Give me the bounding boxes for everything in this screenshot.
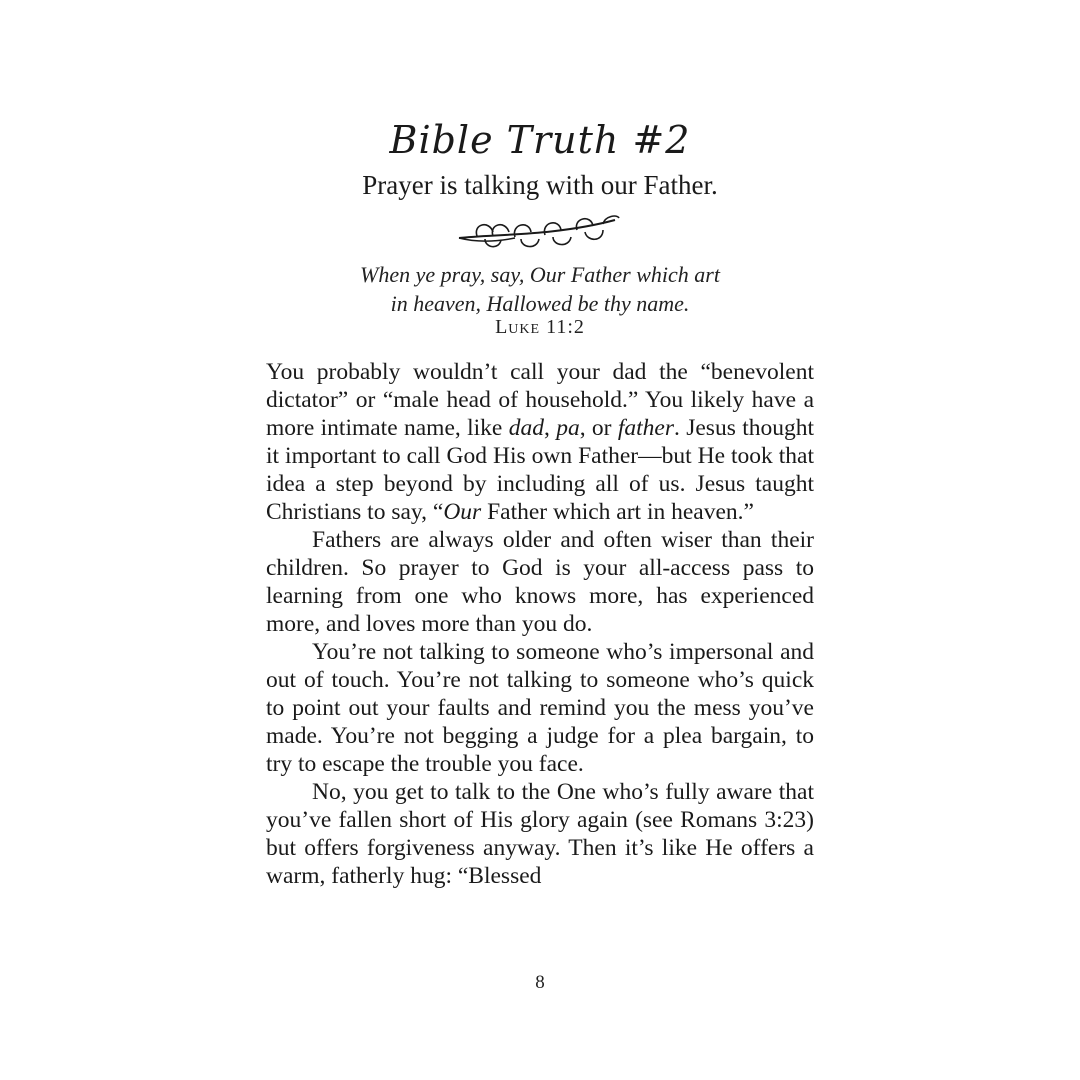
paragraph-1 <box>266 358 814 526</box>
body-text <box>266 358 814 890</box>
p1-text-c: , or <box>579 415 618 441</box>
paragraph-3: You’re not talking to someone who’s impersonal and out of touch. You’re not talking to someone who’s quick to point out your faults and remind you the mess you’ve made. You’re not begging a judge for a plea bargain, to try to escape the trouble you face. <box>266 639 814 777</box>
verse-reference: Luke 11:2 <box>495 316 585 338</box>
p1-text-e: Father which art in heaven.” <box>481 499 754 525</box>
page-number: 8 <box>535 972 545 993</box>
p1-text-a: You probably wouldn’t call your dad the “benevolent dictator” or “male head of household.” You likely have a more intimate name, like <box>266 359 814 441</box>
p1-father: father <box>617 415 674 441</box>
p1-text-d: . Jesus thought it important to call God His own Father—but He took that idea a step beyond by including all of us. Jesus taught Christians to say, “ <box>266 415 815 525</box>
paragraph-4: No, you get to talk to the One who’s fully aware that you’ve fallen short of His glory again (see Romans 3:23) but offers forgiveness anyway. Then it’s like He offers a warm, fatherly hug: “Blessed <box>266 779 814 889</box>
verse-line-1: When ye pray, say, Our Father which art <box>360 262 720 287</box>
p1-pa: pa <box>556 415 580 441</box>
page-title: Bible Truth #2 <box>389 118 691 162</box>
page-subtitle: Prayer is talking with our Father. <box>362 170 718 200</box>
verse-line-2: in heaven, Hallowed be thy name. <box>390 291 690 316</box>
paragraph-2: Fathers are always older and often wiser than their children. So prayer to God is your all-access pass to learning from one who knows more, has experienced more, and loves more than you do. <box>266 527 814 637</box>
p1-dad: dad <box>508 415 544 441</box>
p1-text-b: , <box>543 415 557 441</box>
p1-our: Our <box>443 499 482 525</box>
scripture-verse <box>0 260 1080 318</box>
vine-divider-icon <box>455 212 625 252</box>
